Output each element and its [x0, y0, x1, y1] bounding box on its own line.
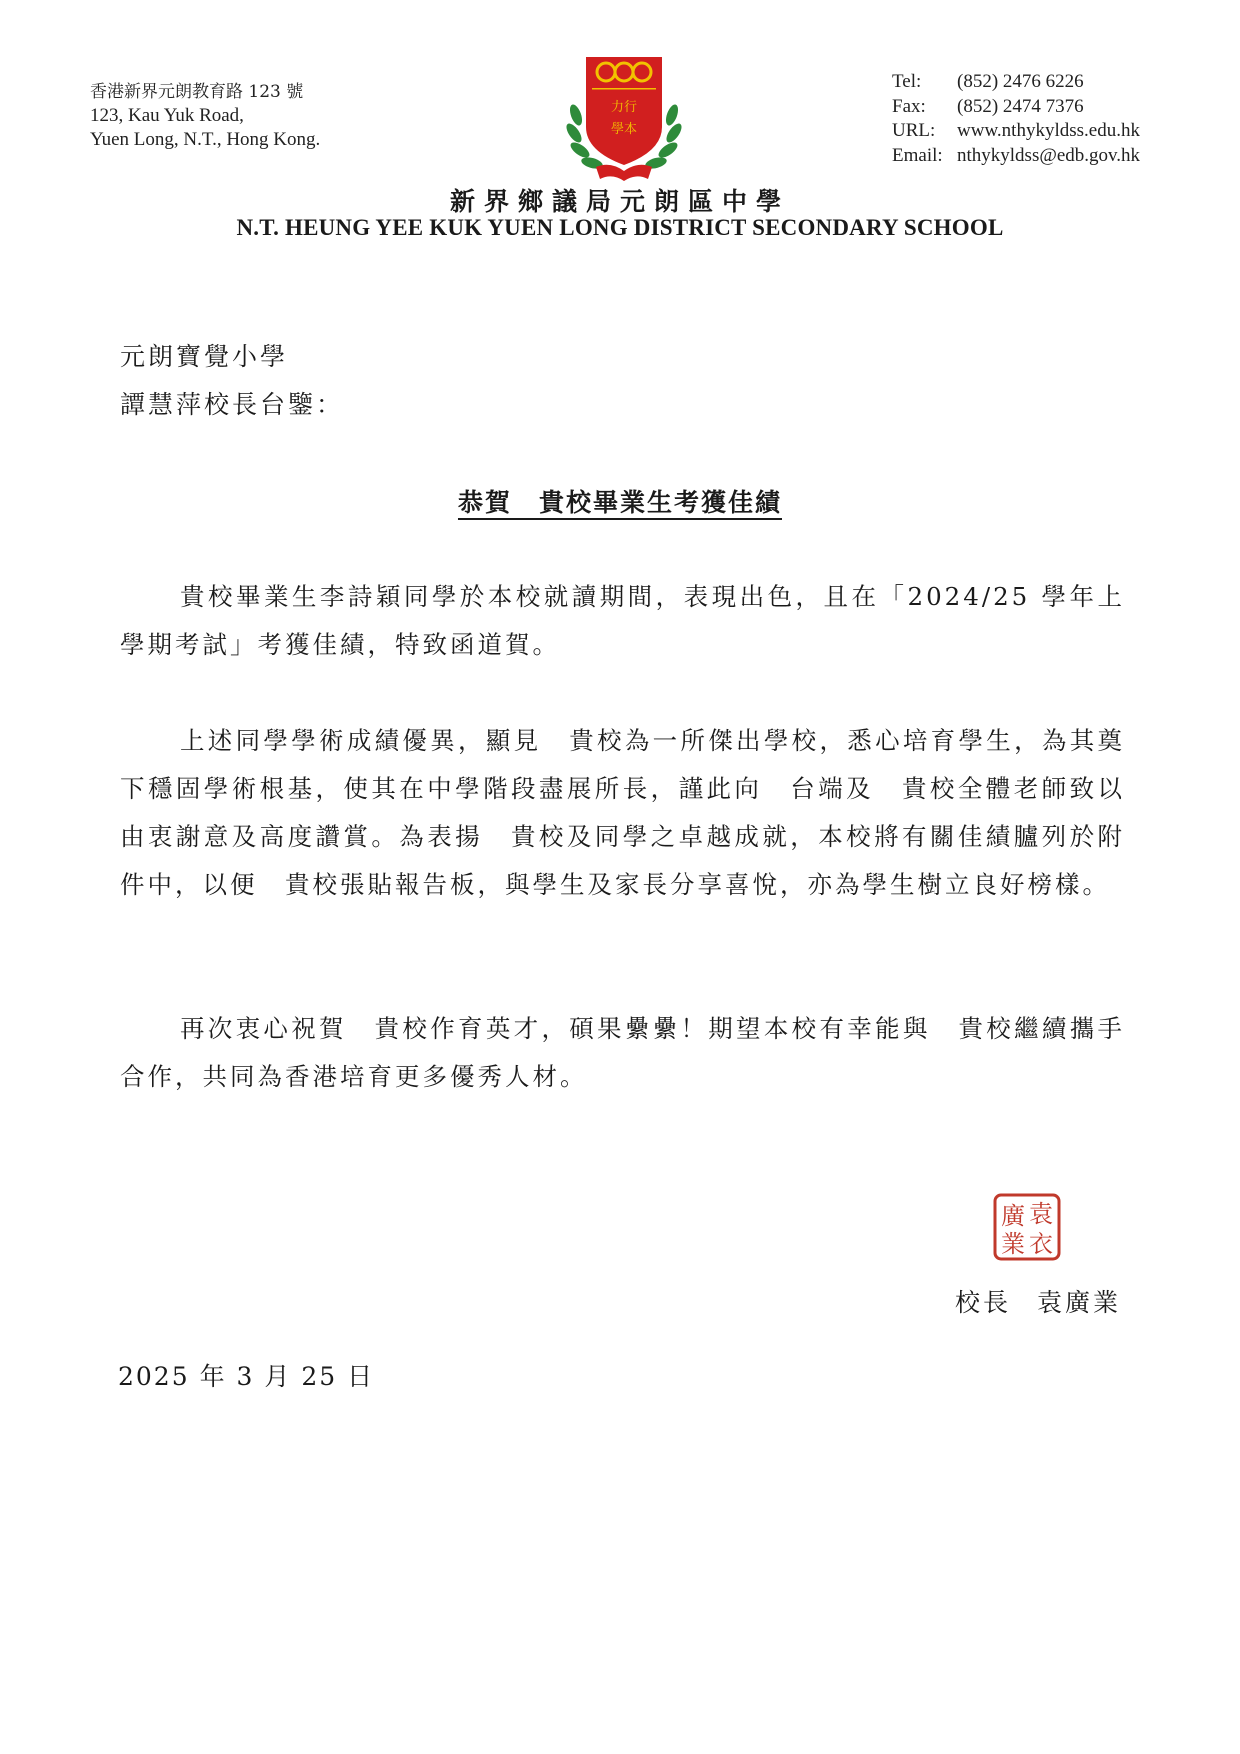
school-address	[90, 80, 320, 152]
crest-motto-2: 學本	[610, 122, 638, 137]
email-row	[892, 144, 1140, 169]
recipient-block	[120, 333, 344, 429]
subject-text: 恭賀 貴校畢業生考獲佳績	[457, 488, 782, 517]
signer-name: 袁廣業	[1037, 1288, 1122, 1317]
address-en-line1: 123, Kau Yuk Road,	[90, 105, 244, 126]
address-en-line2: Yuen Long, N.T., Hong Kong.	[90, 129, 321, 150]
letter-subject	[0, 483, 1240, 519]
seal-char-2: 廣	[1001, 1202, 1025, 1230]
signer-title: 校長	[955, 1288, 1012, 1317]
school-crest-icon	[562, 55, 686, 185]
url-row	[892, 119, 1140, 144]
crest-motto-1: 力行	[610, 100, 638, 115]
fax-label: Fax:	[892, 95, 926, 117]
paragraph-1: 貴校畢業生李詩穎同學於本校就讀期間，表現出色，且在「2024/25 學年上學期考試」考獲佳績，特致函道賀。	[120, 582, 1125, 659]
recipient-school: 元朗寶覺小學	[120, 342, 289, 371]
seal-char-1: 袁	[1029, 1200, 1053, 1228]
school-contact	[892, 70, 1140, 168]
address-zh: 香港新界元朗教育路 123 號	[90, 82, 304, 102]
paragraph-3: 再次衷心祝賀 貴校作育英才，碩果纍纍！期望本校有幸能與 貴校繼續攜手合作，共同為香港培育更多優秀人材。	[120, 1014, 1125, 1091]
email-value: nthykyldss@edb.gov.hk	[957, 144, 1141, 166]
seal-char-3: 業	[1001, 1230, 1025, 1258]
school-name-zh: 新界鄉議局元朗區中學	[449, 187, 790, 216]
svg-text:衣: 衣	[1029, 1230, 1053, 1258]
url-value: www.nthykyldss.edu.hk	[957, 120, 1140, 141]
fax-value: (852) 2474 7376	[957, 95, 1084, 117]
recipient-name: 譚慧萍校長台鑒：	[120, 390, 345, 419]
url-label: URL:	[892, 120, 936, 141]
signer-block	[955, 1283, 1121, 1319]
email-label: Email:	[892, 144, 943, 166]
principal-seal-icon	[992, 1192, 1062, 1262]
tel-label: Tel:	[892, 71, 922, 92]
tel-row	[892, 70, 1140, 95]
letter-date: 2025 年 3 月 25 日	[118, 1362, 375, 1391]
paragraph-2: 上述同學學術成績優異，顯見 貴校為一所傑出學校，悉心培育學生，為其奠下穩固學術根基，使其在中學階段盡展所長，謹此向 台端及 貴校全體老師致以由衷謝意及高度讚賞。為表揚 貴校及同學之卓越成就，本校將有關佳績臚列於附件中，以便 貴校張貼報告板，與學生及家長分享喜悅，亦為學生樹立良好榜樣。	[120, 726, 1125, 899]
tel-value: (852) 2476 6226	[957, 71, 1084, 92]
school-name-en: N.T. HEUNG YEE KUK YUEN LONG DISTRICT SECONDARY SCHOOL	[236, 215, 1004, 240]
fax-row	[892, 95, 1140, 120]
